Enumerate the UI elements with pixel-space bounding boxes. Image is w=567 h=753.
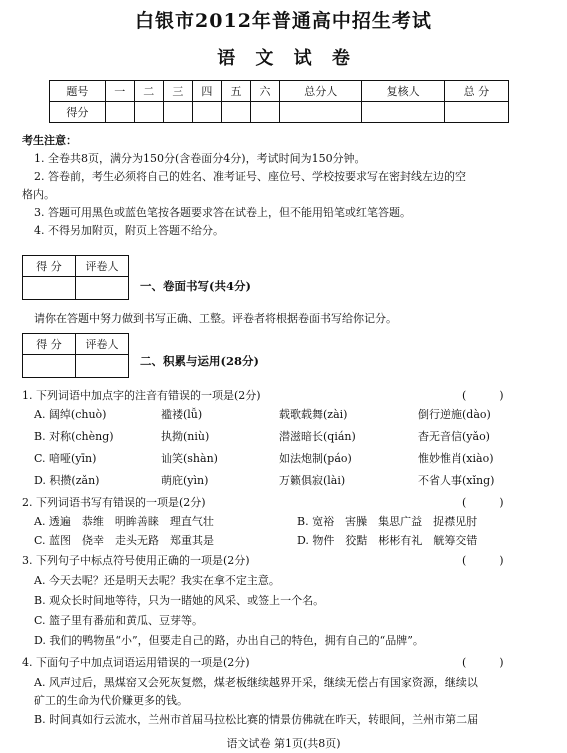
q1-option: 萌庇(yìn) (161, 474, 209, 487)
page-footer: 语文试卷 第1页(共8页) (226, 737, 341, 750)
q1-option: D. 积攒(zǎn) (34, 474, 100, 487)
score-field[interactable] (362, 102, 444, 123)
score-field[interactable] (23, 355, 76, 378)
q4-option: A. 风声过后，黑煤窑又会死灰复燃，煤老板继续越界开采，继续无偿占有国家资源，继续以 (34, 676, 478, 689)
q1-option: 潜滋暗长(qián) (279, 430, 356, 443)
score-field[interactable] (221, 102, 250, 123)
q2-stem: 2. 下列词语书写有错误的一项是(2分) (22, 496, 206, 509)
q1-answer-blank[interactable]: ( ) (462, 389, 504, 402)
section1-text: 请你在答题中努力做到书写正确、工整。评卷者将根据卷面书写给你记分。 (34, 312, 397, 325)
score-field[interactable] (163, 102, 192, 123)
q1-option: 万籁俱寂(lài) (279, 474, 346, 487)
score-field[interactable] (251, 102, 280, 123)
q3-option: C. 篮子里有番茄和黄瓜、豆芽等。 (34, 614, 204, 627)
score-label: 得 分 (23, 334, 76, 355)
notes-heading: 考生注意： (22, 134, 77, 147)
score-field[interactable] (444, 102, 508, 123)
score-field[interactable] (23, 277, 76, 300)
q4-option-continued: 矿工的生命为代价赚更多的钱。 (34, 694, 188, 707)
section1-title: 一、卷面书写(共4分) (140, 279, 251, 293)
q3-answer-blank[interactable]: ( ) (462, 554, 504, 567)
grader-field[interactable] (76, 355, 129, 378)
q1-option: 讪笑(shàn) (161, 452, 218, 465)
q1-option: A. 阔绰(chuò) (34, 408, 107, 421)
score-field[interactable] (134, 102, 163, 123)
q1-option: 载歌载舞(zài) (279, 408, 348, 421)
q3-option: D. 我们的鸭物虽“小”，但要走自己的路，办出自己的特色，拥有自己的“品牌”。 (34, 634, 424, 647)
q4-option: B. 时间真如行云流水，兰州市首届马拉松比赛的情景仿佛就在昨天，转眼间，兰州市第二届 (34, 713, 479, 726)
grader-label: 评卷人 (76, 334, 129, 355)
q1-option: 杳无音信(yǎo) (418, 430, 490, 443)
grader-field[interactable] (76, 277, 129, 300)
score-field[interactable] (105, 102, 134, 123)
score-table-cell: 复核人 (362, 81, 444, 102)
exam-subtitle: 语 文 试 卷 (217, 48, 350, 69)
grader-label: 评卷人 (76, 256, 129, 277)
q1-option: 惟妙惟肖(xiào) (418, 452, 494, 465)
q4-answer-blank[interactable]: ( ) (462, 656, 504, 669)
note-item: 4. 不得另加附页，附页上答题不给分。 (34, 224, 224, 237)
score-table-cell: 六 (251, 81, 280, 102)
score-row-label: 得分 (50, 102, 106, 123)
score-field[interactable] (192, 102, 221, 123)
score-table-cell: 五 (221, 81, 250, 102)
q3-option: B. 观众长时间地等待，只为一睹她的风采、或签上一个名。 (34, 594, 325, 607)
score-table-cell: 总 分 (444, 81, 508, 102)
section2-title: 二、积累与运用(28分) (140, 354, 259, 368)
grader-box-2 (22, 333, 129, 378)
note-item: 2. 答卷前，考生必须将自己的姓名、准考证号、座位号、学校按要求写在密封线左边的空 (34, 170, 466, 183)
q1-stem: 1. 下列词语中加点字的注音有错误的一项是(2分) (22, 389, 261, 402)
exam-title: 白银市2012年普通高中招生考试 (135, 10, 432, 32)
score-table (49, 80, 509, 123)
q2-answer-blank[interactable]: ( ) (462, 496, 504, 509)
score-table-cell: 题号 (50, 81, 106, 102)
q1-option: 褴褛(lǚ) (161, 408, 203, 421)
q1-option: 不省人事(xǐng) (418, 474, 495, 487)
score-table-cell: 三 (163, 81, 192, 102)
score-field[interactable] (280, 102, 362, 123)
note-item: 1. 全卷共8页，满分为150分(含卷面分4分)，考试时间为150分钟。 (34, 152, 366, 165)
q1-option: B. 对称(chèng) (34, 430, 114, 443)
score-table-cell: 总分人 (280, 81, 362, 102)
note-item: 3. 答题可用黑色或蓝色笔按各题要求答在试卷上，但不能用铅笔或红笔答题。 (34, 206, 411, 219)
score-table-header-row (50, 81, 509, 102)
q2-option: D. 物件 狡黠 彬彬有礼 觥筹交错 (297, 534, 478, 547)
q2-option: C. 蓝图 侥幸 走头无路 郑重其是 (34, 534, 215, 547)
note-item: 格内。 (22, 188, 55, 201)
grader-box-1 (22, 255, 129, 300)
score-table-cell: 二 (134, 81, 163, 102)
score-label: 得 分 (23, 256, 76, 277)
q3-stem: 3. 下列句子中标点符号使用正确的一项是(2分) (22, 554, 250, 567)
q4-stem: 4. 下面句子中加点词语运用错误的一项是(2分) (22, 656, 250, 669)
q2-option: B. 宽裕 害臊 集思广益 捉襟见肘 (297, 515, 478, 528)
q1-option: C. 喑哑(yīn) (34, 452, 97, 465)
q1-option: 倒行逆施(dào) (418, 408, 491, 421)
q1-option: 如法炮制(páo) (279, 452, 352, 465)
q2-option: A. 透遍 恭维 明眸善睐 理直气壮 (34, 515, 214, 528)
q3-option: A. 今天去呢？还是明天去呢？我实在拿不定主意。 (34, 574, 280, 587)
score-table-cell: 四 (192, 81, 221, 102)
score-table-score-row (50, 102, 509, 123)
q1-option: 执拗(niù) (161, 430, 210, 443)
score-table-cell: 一 (105, 81, 134, 102)
